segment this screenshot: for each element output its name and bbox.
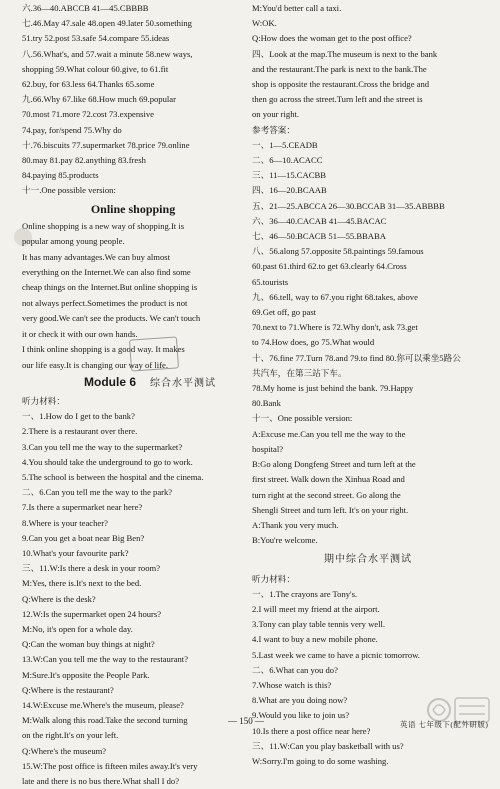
essay-line: very good.We can't see the products. We can't touch <box>22 313 201 324</box>
listening-line: on the right.It's on your left. <box>22 730 119 741</box>
answer-line: 十、76.fine 77.Turn 78.and 79.to find 80.你可以乘坐5路公 <box>252 352 461 363</box>
essay-line: it or check it with our own hands. <box>22 328 138 339</box>
listening-line: W:OK. <box>252 18 277 29</box>
answer-line: B:You're welcome. <box>252 535 318 546</box>
book-subject: 英语 七年级下(配外研版) <box>400 720 489 729</box>
listening-line: 10.What's your favourite park? <box>22 547 129 558</box>
module-title: 综合水平测试 <box>150 377 216 389</box>
essay-line: everything on the Internet.We can also find some <box>22 267 191 278</box>
listening-line: M:Yes, there is.It's next to the bed. <box>22 578 142 589</box>
listening-line: 3.Can you tell me the way to the supermarket? <box>22 441 183 452</box>
answer-line: shopping 59.What colour 60.give, to 61.fit <box>22 63 169 74</box>
answer-line: 70.most 71.more 72.cost 73.expensive <box>22 109 154 120</box>
answer-line: 84.paying 85.products <box>22 170 99 181</box>
listening-line: 9.Can you get a boat near Big Ben? <box>22 532 145 543</box>
left-column <box>22 1 244 789</box>
listening-line: 10.Is there a post office near here? <box>252 725 371 736</box>
listening-line: 5.Last week we came to have a picnic tomorrow. <box>252 649 420 660</box>
answer-line: hospital? <box>252 443 284 454</box>
listening-line: 14.W:Excuse me.Where's the museum, please? <box>22 699 184 710</box>
listening-line: 一、1.How do I get to the bank? <box>22 411 135 422</box>
listening-line: 4.You should take the underground to go to work. <box>22 456 193 467</box>
listening-line: 13.W:Can you tell me the way to the restaurant? <box>22 654 189 665</box>
listening-line: 4.I want to buy a new mobile phone. <box>252 634 378 645</box>
answer-line: 70.next to 71.Where is 72.Why don't, ask 73.get <box>252 322 418 333</box>
answer-line: turn right at the second street. Go along the <box>252 489 401 500</box>
listening-line: 15.W:The post office is fifteen miles away.It's very <box>22 760 198 771</box>
answer-line: 共汽车，在第三站下车。 <box>252 367 347 378</box>
answer-line: 二、6—10.ACACC <box>252 155 323 166</box>
essay-title: Online shopping <box>90 201 176 216</box>
module-label: Module 6 <box>84 374 137 389</box>
answer-line: 三、11—15.CACBB <box>252 170 326 181</box>
answer-line: 60.past 61.third 62.to get 63.clearly 64.Cross <box>252 261 407 272</box>
listening-line: Q:Can the woman buy things at night? <box>22 639 155 650</box>
listening-line: and the restaurant.The park is next to the bank.The <box>252 63 427 74</box>
essay-line: popular among young people. <box>22 236 125 247</box>
answer-line: 四、16—20.BCAAB <box>252 185 327 196</box>
midterm-title: 期中综合水平测试 <box>324 554 412 566</box>
answers-label: 参考答案： <box>252 124 295 135</box>
listening-line: 二、6.Can you tell me the way to the park? <box>22 487 173 498</box>
essay-line: I think online shopping is a good way. It makes <box>22 344 185 355</box>
listening-line: M:You'd better call a taxi. <box>252 3 342 13</box>
answer-line: A:Thank you very much. <box>252 519 339 530</box>
answer-line: 69.Get off, go past <box>252 307 317 318</box>
listening-line: then go across the street.Turn left and the street is <box>252 94 423 105</box>
answer-line: B:Go along Dongfeng Street and turn left at the <box>252 459 416 470</box>
listening-label: 听力材料： <box>252 573 295 584</box>
listening-line: Q:Where is the restaurant? <box>22 684 114 695</box>
listening-line: Q:Where is the desk? <box>22 593 96 604</box>
listening-line: 三、11.W:Can you play basketball with us? <box>252 740 404 751</box>
listening-line: shop is opposite the restaurant.Cross the bridge and <box>252 79 430 90</box>
essay-line: cheap things on the Internet.But online shopping is <box>22 282 198 293</box>
module-heading <box>22 373 244 393</box>
answer-line: A:Excuse me.Can you tell me the way to the <box>252 428 406 439</box>
answer-line: 74.pay, for/spend 75.Why do <box>22 124 122 135</box>
answer-line: 一、1—5.CEADB <box>252 139 318 150</box>
listening-line: 2.I will meet my friend at the airport. <box>252 603 380 614</box>
answer-line: 65.tourists <box>252 276 289 287</box>
listening-line: 一、1.The crayons are Tony's. <box>252 588 358 599</box>
listening-line: on your right. <box>252 109 300 120</box>
answer-line: 六.36—40.ABCCB 41—45.CBBBB <box>22 3 149 13</box>
answer-line: 78.My home is just behind the bank. 79.Happy <box>252 383 414 394</box>
answer-line: 八、56.along 57.opposite 58.paintings 59.famous <box>252 246 424 257</box>
listening-line: 12.W:Is the supermarket open 24 hours? <box>22 608 162 619</box>
answer-line: 十一.One possible version: <box>22 185 116 196</box>
answer-line: 八.56.What's, and 57.wait a minute 58.new ways, <box>22 48 193 59</box>
pen-scribble <box>129 336 179 371</box>
right-column <box>252 1 484 769</box>
answer-line: 六、36—40.CACAB 41—45.BACAC <box>252 215 387 226</box>
listening-line: 四、Look at the map.The museum is next to the bank <box>252 48 438 59</box>
answer-line: 十一、One possible version: <box>252 413 353 424</box>
answer-line: 十.76.biscuits 77.supermarket 78.price 79.online <box>22 139 190 150</box>
listening-line: Q:How does the woman get to the post office? <box>252 33 412 44</box>
page-number: — 150 — <box>228 716 264 726</box>
essay-line: It has many advantages.We can buy almost <box>22 251 170 262</box>
listening-label: 听力材料： <box>22 395 65 406</box>
listening-line: late and there is no bus there.What shall I do? <box>22 775 180 786</box>
listening-line: W:Sorry.I'm going to do some washing. <box>252 755 389 766</box>
listening-line: 7.Is there a supermarket near here? <box>22 502 143 513</box>
essay-line: our life easy.It is changing our way of life. <box>22 359 168 370</box>
listening-line: 9.Would you like to join us? <box>252 710 350 721</box>
essay-line: Online shopping is a new way of shopping.It is <box>22 220 185 231</box>
listening-line: M:Sure.It's opposite the People Park. <box>22 669 150 680</box>
listening-line: 7.Whose watch is this? <box>252 679 332 690</box>
listening-line: 3.Tony can play table tennis very well. <box>252 619 386 630</box>
listening-line: 5.The school is between the hospital and the cinema. <box>22 471 204 482</box>
answer-line: 七、46—50.BCACB 51—55.BBABA <box>252 231 386 242</box>
answer-line: 七.46.May 47.sale 48.open 49.later 50.something <box>22 18 192 29</box>
essay-line: not always perfect.Sometimes the product is not <box>22 297 188 308</box>
listening-line: 三、11.W:Is there a desk in your room? <box>22 563 161 574</box>
listening-line: 二、6.What can you do? <box>252 664 338 675</box>
listening-line: 8.Where is your teacher? <box>22 517 108 528</box>
listening-line: 2.There is a restaurant over there. <box>22 426 138 437</box>
answer-line: to 74.How does, go 75.What would <box>252 337 375 348</box>
listening-line: M:No, it's open for a whole day. <box>22 623 133 634</box>
answer-line: first street. Walk down the Xinhua Road and <box>252 474 405 485</box>
listening-line: M:Walk along this road.Take the second turning <box>22 715 188 726</box>
answer-line: 51.try 52.post 53.safe 54.compare 55.ideas <box>22 33 170 44</box>
listening-line: 8.What are you doing now? <box>252 695 348 706</box>
answer-line: 九、66.tell, way to 67.you right 68.takes, above <box>252 291 418 302</box>
answer-line: 80.Bank <box>252 398 281 409</box>
listening-line: Q:Where's the museum? <box>22 745 107 756</box>
answer-line: 九.66.Why 67.like 68.How much 69.popular <box>22 94 176 105</box>
answer-line: 62.buy, for 63.less 64.Thanks 65.some <box>22 79 155 90</box>
answer-line: 五、21—25.ABCCA 26—30.BCCAB 31—35.ABBBB <box>252 200 445 211</box>
answer-line: 80.may 81.pay 82.anything 83.fresh <box>22 155 146 166</box>
answer-line: Shengli Street and turn left. It's on your right. <box>252 504 409 515</box>
